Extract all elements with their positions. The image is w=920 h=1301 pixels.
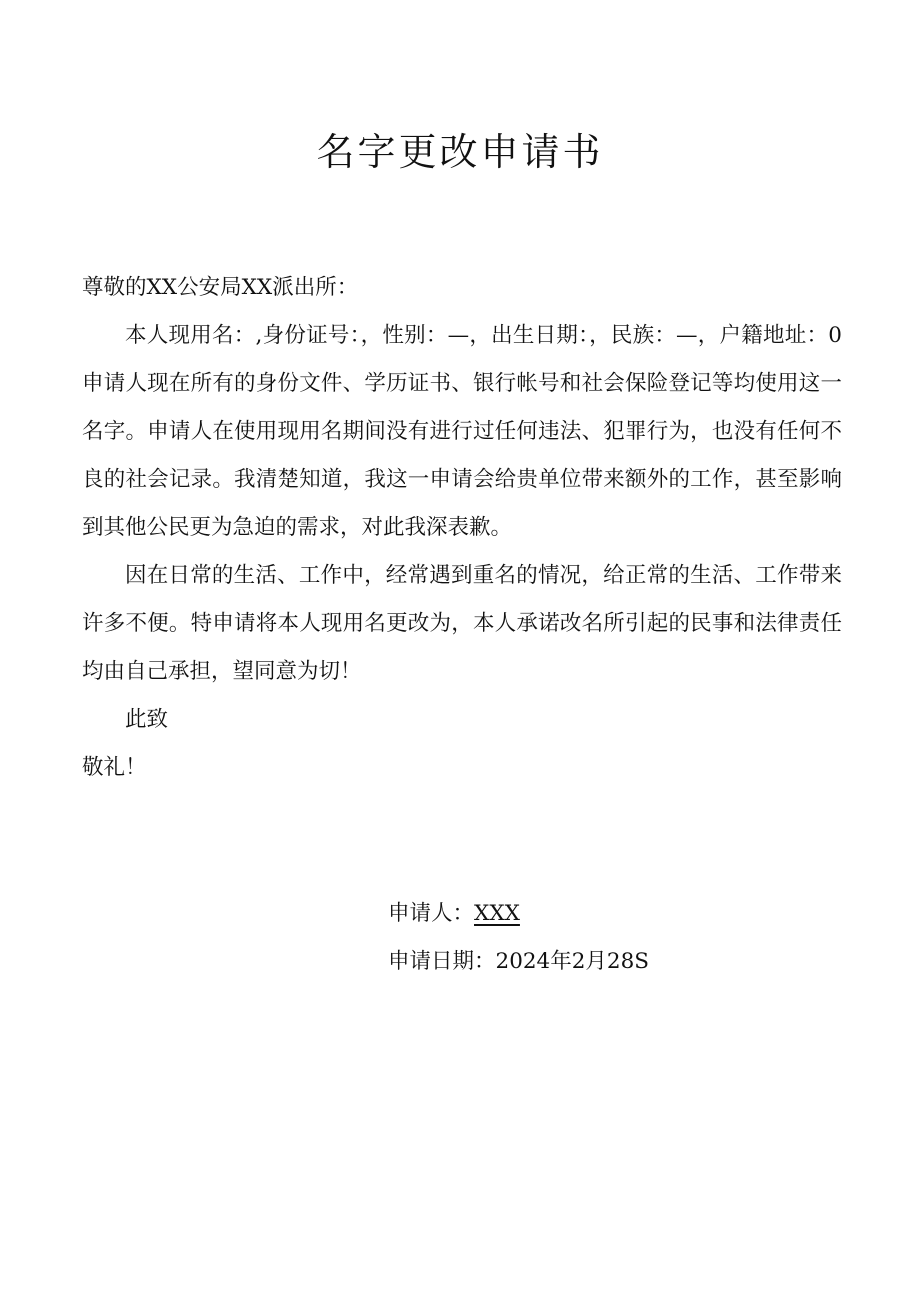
date-label: 申请日期： xyxy=(388,949,496,974)
closing-line-1: 此致 xyxy=(125,707,169,732)
applicant-row xyxy=(388,890,649,938)
date-row xyxy=(388,938,649,986)
salutation: 尊敬的XX公安局XX派出所： xyxy=(82,275,359,300)
document-body xyxy=(82,264,842,792)
date-value: 2024年2月28S xyxy=(495,949,649,974)
paragraph-personal-info: 本人现用名：,身份证号：，性别：—，出生日期：，民族：—，户籍地址：0申请人现在所有的身份文件、学历证书、银行帐号和社会保险登记等均使用这一名字。申请人在使用现用名期间没有进行过任何违法、犯罪行为，也没有任何不良的社会记录。我清楚知道，我这一申请会给贵单位带来额外的工作，甚至影响到其他公民更为急迫的需求，对此我深表歉。 xyxy=(82,323,842,540)
paragraph-reason: 因在日常的生活、工作中，经常遇到重名的情况，给正常的生活、工作带来许多不便。特申请将本人现用名更改为，本人承诺改名所引起的民事和法律责任均由自己承担，望同意为切！ xyxy=(82,563,842,684)
document-title: 名字更改申请书 xyxy=(316,130,604,174)
applicant-name: XXX xyxy=(474,901,520,926)
closing-line-2: 敬礼！ xyxy=(82,755,147,780)
applicant-label: 申请人： xyxy=(388,901,475,926)
signature-block xyxy=(388,890,649,986)
